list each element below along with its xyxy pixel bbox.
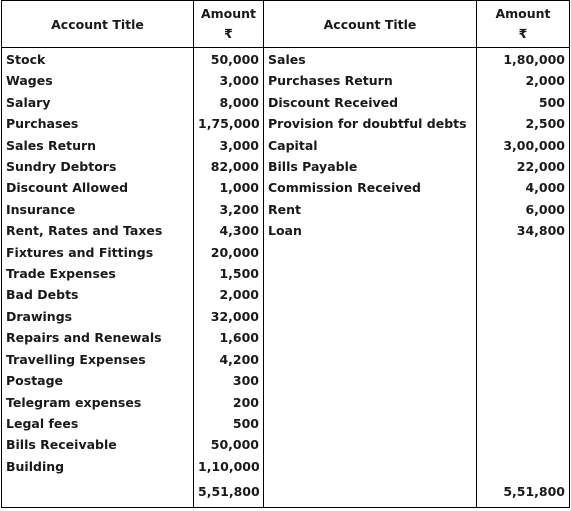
table-row: [2, 135, 570, 156]
credit-amount-label: Amount: [495, 6, 551, 21]
debit-amount: 200: [194, 392, 264, 413]
credit-account-name: Commission Received: [264, 177, 477, 198]
debit-amount: 1,000: [194, 177, 264, 198]
credit-account-name: Bills Payable: [264, 156, 477, 177]
credit-currency-symbol: ₹: [518, 26, 528, 41]
debit-amount: 4,300: [194, 220, 264, 241]
debit-account-name: Trade Expenses: [2, 263, 194, 284]
credit-amount: [477, 456, 570, 477]
table-body: [2, 48, 570, 478]
table-row: [2, 49, 570, 70]
debit-account-name: Drawings: [2, 306, 194, 327]
debit-amount: 20,000: [194, 242, 264, 263]
credit-amount: [477, 242, 570, 263]
debit-account-name: Insurance: [2, 199, 194, 220]
debit-account-name: Repairs and Renewals: [2, 327, 194, 348]
credit-amount: 22,000: [477, 156, 570, 177]
credit-amount: [477, 349, 570, 370]
table-row: [2, 92, 570, 113]
credit-account-name: [264, 263, 477, 284]
table-row: [2, 456, 570, 477]
credit-account-name: Provision for doubtful debts: [264, 113, 477, 134]
debit-account-name: Legal fees: [2, 413, 194, 434]
credit-account-name: [264, 456, 477, 477]
debit-amount: 1,10,000: [194, 456, 264, 477]
table-row: [2, 413, 570, 434]
debit-account-name: Sundry Debtors: [2, 156, 194, 177]
credit-total-amount: 5,51,800: [477, 477, 570, 508]
credit-account-name: [264, 349, 477, 370]
totals-row: [2, 477, 570, 508]
credit-total-label-cell: [264, 477, 477, 508]
table-row: [2, 306, 570, 327]
credit-account-name: Purchases Return: [264, 70, 477, 91]
credit-account-name: [264, 413, 477, 434]
credit-account-name: [264, 306, 477, 327]
credit-amount: [477, 434, 570, 455]
credit-account-name: Discount Received: [264, 92, 477, 113]
credit-amount: [477, 306, 570, 327]
table-row: [2, 434, 570, 455]
debit-account-title-header: Account Title: [2, 1, 194, 48]
debit-total-amount: 5,51,800: [194, 477, 264, 508]
credit-amount: [477, 392, 570, 413]
table-row: [2, 392, 570, 413]
debit-amount: 1,75,000: [194, 113, 264, 134]
table-row: [2, 242, 570, 263]
debit-amount: 1,600: [194, 327, 264, 348]
debit-account-name: Stock: [2, 49, 194, 70]
credit-amount: 6,000: [477, 199, 570, 220]
credit-amount-header: [477, 1, 570, 48]
debit-amount: 50,000: [194, 49, 264, 70]
debit-account-name: Fixtures and Fittings: [2, 242, 194, 263]
debit-account-name: Telegram expenses: [2, 392, 194, 413]
debit-amount: 82,000: [194, 156, 264, 177]
debit-account-name: Rent, Rates and Taxes: [2, 220, 194, 241]
credit-account-name: [264, 327, 477, 348]
debit-amount-header: [194, 1, 264, 48]
credit-amount: [477, 370, 570, 391]
debit-account-name: Bad Debts: [2, 284, 194, 305]
debit-amount: 50,000: [194, 434, 264, 455]
credit-account-name: [264, 392, 477, 413]
credit-account-title-header: Account Title: [264, 1, 477, 48]
debit-account-name: Sales Return: [2, 135, 194, 156]
debit-account-name: Postage: [2, 370, 194, 391]
credit-amount: [477, 263, 570, 284]
debit-amount: 2,000: [194, 284, 264, 305]
table-row: [2, 70, 570, 91]
debit-account-name: Salary: [2, 92, 194, 113]
credit-account-name: Rent: [264, 199, 477, 220]
debit-amount: 4,200: [194, 349, 264, 370]
credit-amount: [477, 413, 570, 434]
debit-account-name: Purchases: [2, 113, 194, 134]
credit-amount: 1,80,000: [477, 49, 570, 70]
table-row: [2, 349, 570, 370]
credit-amount: 2,000: [477, 70, 570, 91]
credit-amount: [477, 327, 570, 348]
debit-account-name: Bills Receivable: [2, 434, 194, 455]
credit-account-name: [264, 242, 477, 263]
credit-account-name: Sales: [264, 49, 477, 70]
debit-account-name: Wages: [2, 70, 194, 91]
debit-amount: 300: [194, 370, 264, 391]
table-row: [2, 199, 570, 220]
debit-amount: 8,000: [194, 92, 264, 113]
debit-account-name: Building: [2, 456, 194, 477]
credit-amount: 2,500: [477, 113, 570, 134]
credit-amount: [477, 284, 570, 305]
debit-total-label-cell: [2, 477, 194, 508]
debit-amount: 500: [194, 413, 264, 434]
debit-account-name: Discount Allowed: [2, 177, 194, 198]
table-row: [2, 220, 570, 241]
table-header-row: [2, 1, 570, 48]
debit-account-name: Travelling Expenses: [2, 349, 194, 370]
table-row: [2, 263, 570, 284]
credit-account-name: [264, 370, 477, 391]
table-row: [2, 327, 570, 348]
credit-account-name: [264, 434, 477, 455]
debit-amount-label: Amount: [200, 6, 257, 21]
debit-amount: 3,000: [194, 135, 264, 156]
credit-amount: 34,800: [477, 220, 570, 241]
table-row: [2, 156, 570, 177]
credit-amount: 4,000: [477, 177, 570, 198]
credit-amount: 500: [477, 92, 570, 113]
credit-account-name: Loan: [264, 220, 477, 241]
credit-account-name: Capital: [264, 135, 477, 156]
trial-balance-table: [1, 0, 570, 508]
table-row: [2, 370, 570, 391]
credit-amount: 3,00,000: [477, 135, 570, 156]
credit-account-name: [264, 284, 477, 305]
debit-amount: 32,000: [194, 306, 264, 327]
debit-currency-symbol: ₹: [224, 26, 233, 41]
table-row: [2, 177, 570, 198]
table-row: [2, 284, 570, 305]
table-row: [2, 113, 570, 134]
debit-amount: 3,000: [194, 70, 264, 91]
debit-amount: 3,200: [194, 199, 264, 220]
debit-amount: 1,500: [194, 263, 264, 284]
